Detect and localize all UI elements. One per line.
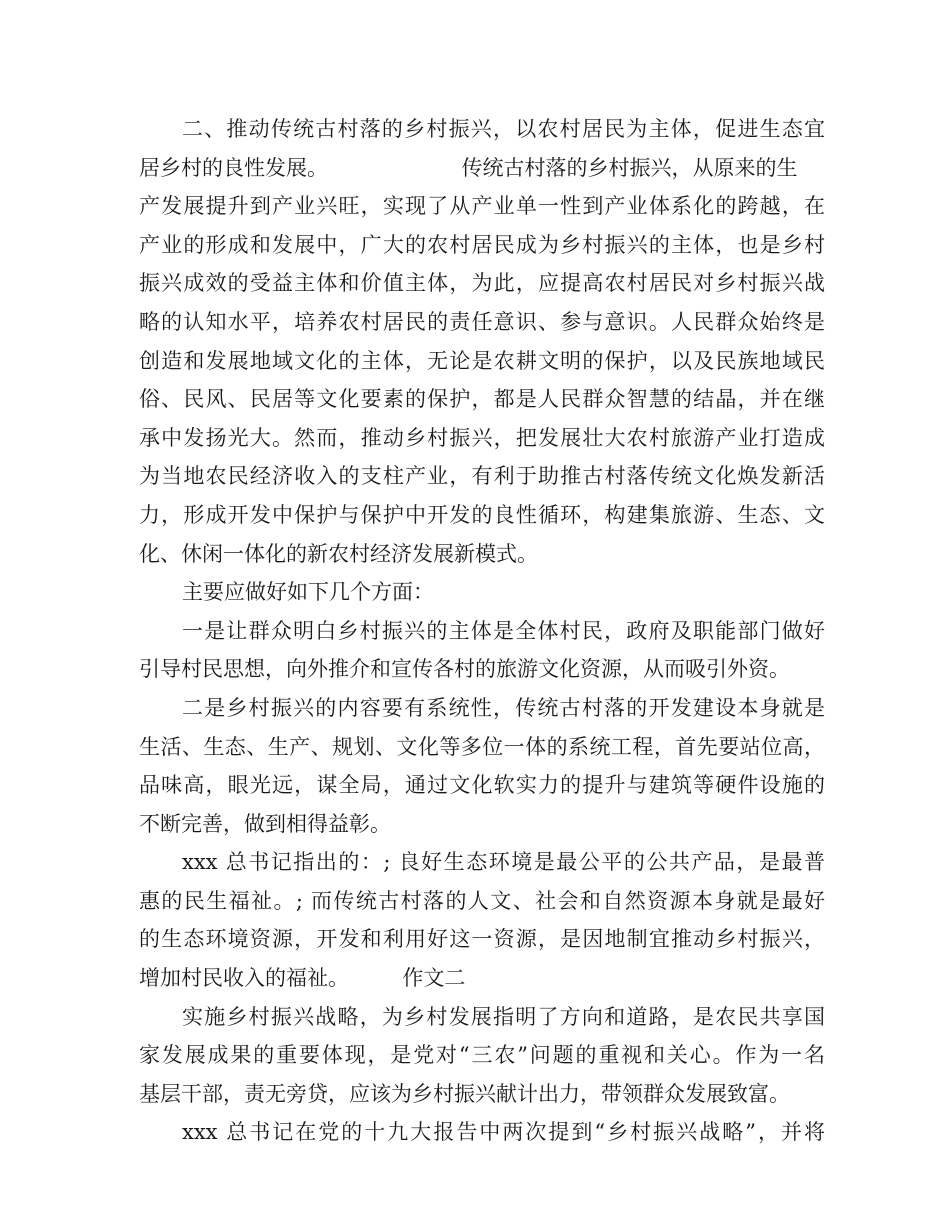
text-line: 化、休闲一体化的新农村经济发展新模式。 xyxy=(139,541,538,566)
text-line: 产业的形成和发展中，广大的农村居民成为乡村振兴的主体，也是乡村 xyxy=(139,232,825,257)
text-line: 居乡村的良性发展。 传统古村落的乡村振兴，从原来的生 xyxy=(139,155,798,180)
text-line: 略的认知水平，培养农村居民的责任意识、参与意识。人民群众始终是 xyxy=(139,309,825,334)
text-line: xxx 总书记在党的十九大报告中两次提到“乡村振兴战略”，并将 xyxy=(182,1120,825,1145)
text-line: 为当地农民经济收入的支柱产业，有利于助推古村落传统文化焕发新活 xyxy=(139,464,825,489)
text-line: 产发展提升到产业兴旺，实现了从产业单一性到产业体系化的跨越，在 xyxy=(139,194,825,219)
text-line: 一是让群众明白乡村振兴的主体是全体村民，政府及职能部门做好 xyxy=(182,618,825,643)
text-line: 家发展成果的重要体现，是党对“三农”问题的重视和关心。作为一名 xyxy=(139,1043,825,1068)
text-line: 引导村民思想，向外推介和宣传各村的旅游文化资源，从而吸引外资。 xyxy=(139,657,790,682)
text-line: 不断完善，做到相得益彰。 xyxy=(139,811,391,836)
text-line: xxx 总书记指出的：; 良好生态环境是最公平的公共产品，是最普 xyxy=(182,850,825,875)
text-line: 二是乡村振兴的内容要有系统性，传统古村落的开发建设本身就是 xyxy=(182,695,825,720)
text-line: 力，形成开发中保护与保护中开发的良性循环，构建集旅游、生态、文 xyxy=(139,502,825,527)
text-line: 创造和发展地域文化的主体，无论是农耕文明的保护，以及民族地域民 xyxy=(139,348,825,373)
text-line: 振兴成效的受益主体和价值主体，为此，应提高农村居民对乡村振兴战 xyxy=(139,271,825,296)
text-line: 承中发扬光大。然而，推动乡村振兴，把发展壮大农村旅游产业打造成 xyxy=(139,425,825,450)
text-line: 生活、生态、生产、规划、文化等多位一体的系统工程，首先要站位高， xyxy=(139,734,825,759)
text-line: 基层干部，责无旁贷，应该为乡村振兴献计出力，带领群众发展致富。 xyxy=(139,1081,790,1106)
text-line: 主要应做好如下几个方面： xyxy=(182,580,434,605)
text-line: 二、推动传统古村落的乡村振兴，以农村居民为主体，促进生态宜 xyxy=(182,117,825,141)
document-body xyxy=(139,110,825,1152)
text-line: 品味高，眼光远，谋全局，通过文化软实力的提升与建筑等硬件设施的 xyxy=(139,773,825,798)
text-line: 增加村民收入的福祉。 作文二 xyxy=(139,966,466,991)
text-line: 惠的民生福祉。; 而传统古村落的人文、社会和自然资源本身就是最好 xyxy=(139,888,825,913)
text-line: 俗、民风、民居等文化要素的保护，都是人民群众智慧的结晶，并在继 xyxy=(139,387,825,412)
text-line: 的生态环境资源，开发和利用好这一资源，是因地制宜推动乡村振兴， xyxy=(139,927,825,952)
text-line: 实施乡村振兴战略，为乡村发展指明了方向和道路，是农民共享国 xyxy=(182,1004,825,1029)
